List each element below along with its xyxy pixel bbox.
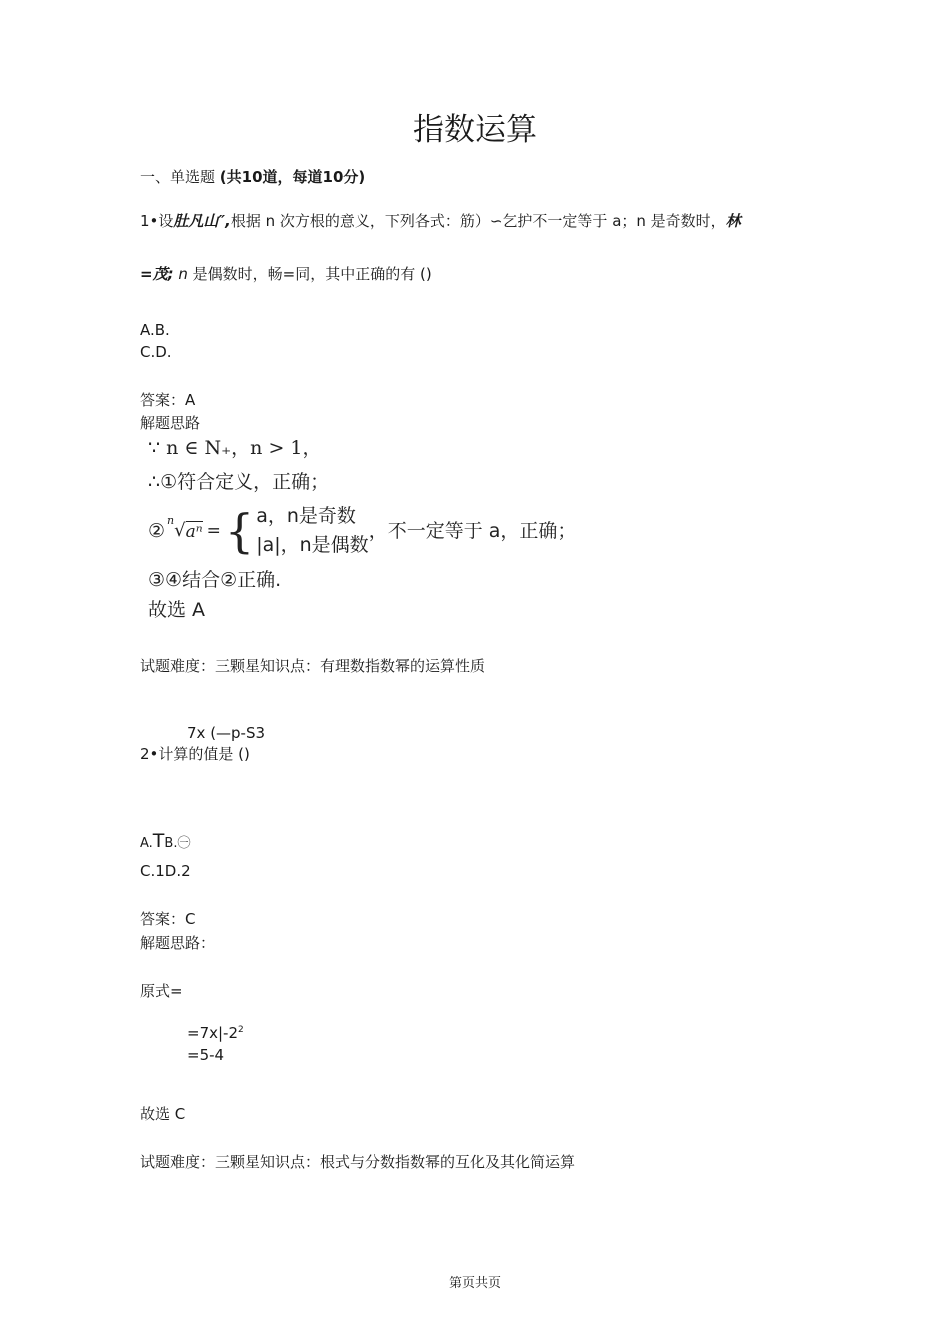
section-header-score: (共10道，每道10分) <box>219 168 366 186</box>
q2-option-b: B. <box>164 836 178 851</box>
q2-meta: 试题难度：三颗星知识点：根式与分数指数幂的互化及其化简运算 <box>140 1153 576 1171</box>
q1-sol-line2: ∴①符合定义，正确； <box>148 471 330 493</box>
q1-number: 1•设 <box>140 212 174 230</box>
section-header-prefix: 一、单选题 <box>140 168 220 186</box>
q2-stem: 2•计算的值是 () <box>140 745 250 763</box>
q2-solution-label: 解题思路： <box>140 934 216 952</box>
left-brace-icon: { <box>224 504 255 558</box>
q2-conclusion: 故选 C <box>140 1105 186 1123</box>
q1-sol-line3 <box>148 502 576 560</box>
radical-icon: √ <box>174 520 186 541</box>
q2-step1-text: =7x|-2 <box>187 1024 238 1042</box>
page-footer: 第页共页 <box>448 1276 501 1291</box>
q1-garbled-1: 肚凡山″, <box>173 212 231 230</box>
q1-sol-line4: ③④结合②正确. <box>148 569 282 591</box>
q1-sol-circled-2: ② <box>148 520 166 542</box>
section-header <box>140 167 365 187</box>
q1-stem-line1 <box>140 211 741 231</box>
q1-stem-text: 根据 n 次方根的意义，下列各式：筋）∽乞护不一定等于 a；n 是奇数时， <box>230 212 726 230</box>
q1-sol-line3-suffix: ，不一定等于 a，正确； <box>368 520 577 542</box>
q2-step1 <box>187 1020 244 1043</box>
q1-stem-line2 <box>140 264 432 284</box>
q2-option-a-glyph: T <box>152 830 165 852</box>
equals-sign: = <box>206 521 221 541</box>
q1-var-n: n <box>173 265 188 283</box>
q2-options-cd: C.1D.2 <box>140 862 191 880</box>
q1-answer: 答案：A <box>140 391 196 409</box>
q1-solution-label: 解题思路 <box>140 414 201 432</box>
q2-step2: =5-4 <box>187 1046 225 1064</box>
q1-options-cd: C.D. <box>140 343 172 361</box>
q1-sol-line1: ∵ n ∈ N₊，n > 1， <box>148 437 322 459</box>
q2-options-ab <box>140 831 190 854</box>
q1-meta: 试题难度：三颗星知识点：有理数指数幂的运算性质 <box>140 657 486 675</box>
q2-original: 原式= <box>140 982 183 1000</box>
q2-option-b-glyph: ㊀ <box>177 836 191 851</box>
q2-answer: 答案：C <box>140 910 196 928</box>
q1-garbled-2: 林 <box>725 212 741 230</box>
page-title: 指数运算 <box>413 112 537 148</box>
q1-options-ab: A.B. <box>140 321 170 339</box>
q1-stem-tail: 是偶数时，畅=同，其中正确的有 () <box>187 265 432 283</box>
q2-step1-exponent: 2 <box>238 1025 244 1035</box>
case-odd: a，n是奇数 <box>256 505 356 527</box>
piecewise-cases <box>256 502 369 560</box>
q2-pre-expression: 7x (—p-S3 <box>187 724 266 742</box>
q1-sol-line5: 故选 A <box>148 599 206 621</box>
root-body: aⁿ <box>185 521 203 542</box>
case-even: |a|，n是偶数 <box>256 534 369 556</box>
q2-option-a: A. <box>140 836 153 851</box>
root-index: n <box>167 514 175 527</box>
q1-garbled-3: =茂; <box>140 265 174 283</box>
